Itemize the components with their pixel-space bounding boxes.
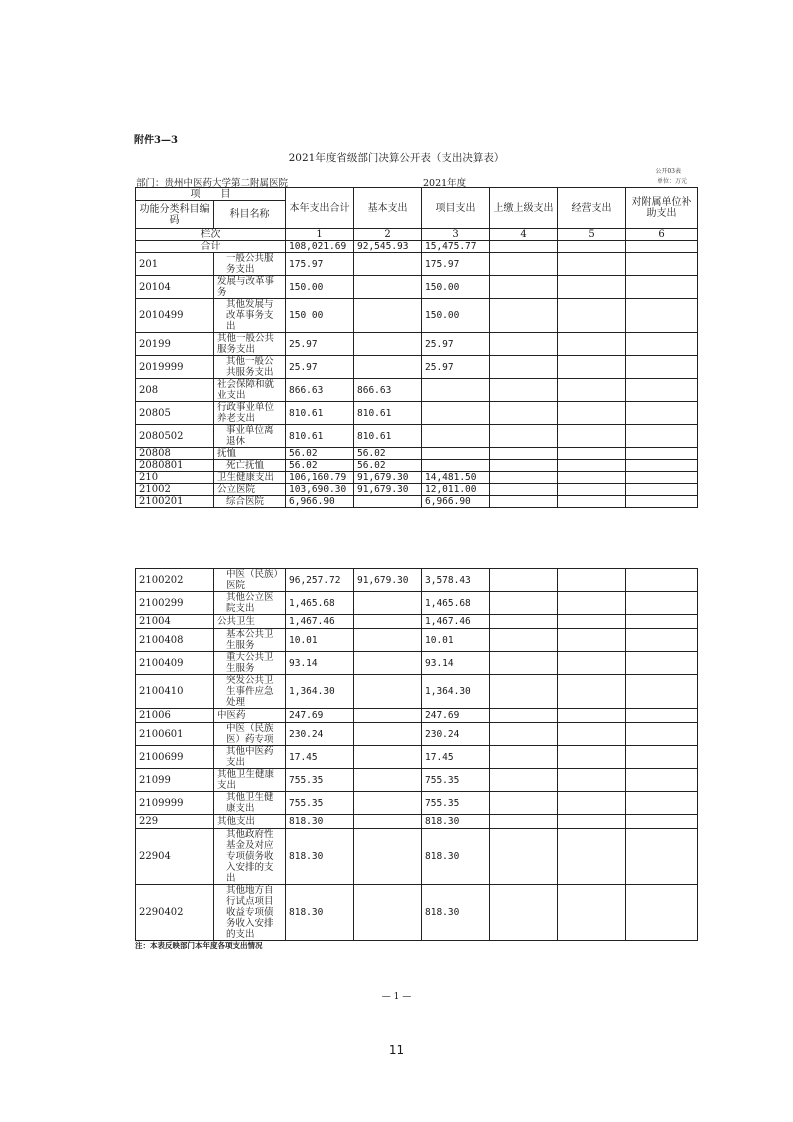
remit-expenditure xyxy=(490,333,558,356)
subject-name: 其他地方自行试点项目收益专项债务收入安排的支出 xyxy=(214,885,286,941)
subsidy-expenditure xyxy=(626,746,698,769)
basic-expenditure xyxy=(354,723,422,746)
subject-code: 2100299 xyxy=(136,592,214,615)
remit-expenditure xyxy=(490,253,558,276)
subsidy-expenditure xyxy=(626,484,698,496)
subsidy-expenditure xyxy=(626,496,698,508)
table-row xyxy=(136,356,698,379)
remit-expenditure xyxy=(490,402,558,425)
subsidy-expenditure xyxy=(626,379,698,402)
document-title: 2021年度省级部门决算公开表（支出决算表） xyxy=(288,152,505,164)
year-label: 2021年度 xyxy=(423,178,467,189)
table-row xyxy=(136,746,698,769)
unit-label: 单位：万元 xyxy=(656,178,687,185)
subject-code: 22904 xyxy=(136,829,214,885)
remit-expenditure xyxy=(490,829,558,885)
business-expenditure xyxy=(558,299,626,333)
subject-name: 行政事业单位养老支出 xyxy=(214,402,286,425)
total-value xyxy=(490,241,558,253)
total-expenditure: 150.00 xyxy=(286,276,354,299)
business-expenditure xyxy=(558,615,626,629)
basic-expenditure: 810.61 xyxy=(354,402,422,425)
total-expenditure: 1,467.46 xyxy=(286,615,354,629)
total-expenditure: 230.24 xyxy=(286,723,354,746)
business-expenditure xyxy=(558,885,626,941)
total-expenditure: 17.45 xyxy=(286,746,354,769)
subject-code: 229 xyxy=(136,815,214,829)
department-label: 部门：贵州中医药大学第二附属医院 xyxy=(136,178,289,189)
subject-code: 2100202 xyxy=(136,569,214,592)
project-expenditure xyxy=(422,379,490,402)
subsidy-expenditure xyxy=(626,769,698,792)
remit-expenditure xyxy=(490,592,558,615)
business-expenditure xyxy=(558,829,626,885)
subject-code: 20805 xyxy=(136,402,214,425)
remit-expenditure xyxy=(490,379,558,402)
table-row xyxy=(136,792,698,815)
table-row xyxy=(136,569,698,592)
project-expenditure: 25.97 xyxy=(422,333,490,356)
subject-code: 2080502 xyxy=(136,425,214,448)
project-expenditure: 25.97 xyxy=(422,356,490,379)
total-expenditure: 818.30 xyxy=(286,885,354,941)
subsidy-expenditure xyxy=(626,448,698,460)
total-value: 92,545.93 xyxy=(354,241,422,253)
subject-name: 中医（民族）医院 xyxy=(214,569,286,592)
basic-expenditure xyxy=(354,885,422,941)
business-expenditure xyxy=(558,356,626,379)
total-expenditure: 1,465.68 xyxy=(286,592,354,615)
total-value xyxy=(626,241,698,253)
subject-code: 210 xyxy=(136,472,214,484)
remit-expenditure xyxy=(490,629,558,652)
subject-code: 201 xyxy=(136,253,214,276)
basic-expenditure xyxy=(354,709,422,723)
total-expenditure: 818.30 xyxy=(286,815,354,829)
project-expenditure: 93.14 xyxy=(422,652,490,675)
remit-expenditure xyxy=(490,723,558,746)
project-expenditure: 175.97 xyxy=(422,253,490,276)
subsidy-expenditure xyxy=(626,472,698,484)
basic-expenditure xyxy=(354,652,422,675)
subject-name-header: 科目名称 xyxy=(214,201,286,229)
project-expenditure xyxy=(422,448,490,460)
item-header: 项 目 xyxy=(136,188,286,201)
business-expenditure xyxy=(558,746,626,769)
business-expenditure xyxy=(558,769,626,792)
subsidy-expenditure xyxy=(626,652,698,675)
table-row xyxy=(136,425,698,448)
subject-code: 2100410 xyxy=(136,675,214,709)
table-row xyxy=(136,484,698,496)
subject-name: 卫生健康支出 xyxy=(214,472,286,484)
subject-name: 综合医院 xyxy=(214,496,286,508)
col-header-subsidy: 对附属单位补助支出 xyxy=(626,188,698,229)
project-expenditure: 818.30 xyxy=(422,815,490,829)
remit-expenditure xyxy=(490,792,558,815)
subject-code: 2010499 xyxy=(136,299,214,333)
remit-expenditure xyxy=(490,356,558,379)
remit-expenditure xyxy=(490,615,558,629)
remit-expenditure xyxy=(490,769,558,792)
table-row xyxy=(136,448,698,460)
basic-expenditure xyxy=(354,829,422,885)
subsidy-expenditure xyxy=(626,885,698,941)
table-row xyxy=(136,615,698,629)
remit-expenditure xyxy=(490,276,558,299)
business-expenditure xyxy=(558,253,626,276)
business-expenditure xyxy=(558,723,626,746)
col-header-basic: 基本支出 xyxy=(354,188,422,229)
subsidy-expenditure xyxy=(626,592,698,615)
subject-code: 21006 xyxy=(136,709,214,723)
subject-code: 20199 xyxy=(136,333,214,356)
business-expenditure xyxy=(558,484,626,496)
subject-name: 其他卫生健康支出 xyxy=(214,792,286,815)
basic-expenditure: 866.63 xyxy=(354,379,422,402)
basic-expenditure xyxy=(354,276,422,299)
subject-name: 其他一般公共服务支出 xyxy=(214,356,286,379)
subject-name: 抚恤 xyxy=(214,448,286,460)
project-expenditure: 3,578.43 xyxy=(422,569,490,592)
project-expenditure: 10.01 xyxy=(422,629,490,652)
business-expenditure xyxy=(558,402,626,425)
col-index: 6 xyxy=(626,229,698,241)
business-expenditure xyxy=(558,276,626,299)
project-expenditure: 1,364.30 xyxy=(422,675,490,709)
table-row xyxy=(136,592,698,615)
table-row xyxy=(136,652,698,675)
project-expenditure xyxy=(422,460,490,472)
table-row xyxy=(136,885,698,941)
basic-expenditure: 56.02 xyxy=(354,448,422,460)
table-row xyxy=(136,769,698,792)
form-code: 公开03表 xyxy=(655,168,681,175)
table-row xyxy=(136,472,698,484)
business-expenditure xyxy=(558,460,626,472)
project-expenditure: 230.24 xyxy=(422,723,490,746)
basic-expenditure: 91,679.30 xyxy=(354,472,422,484)
table-note: 注：本表反映部门本年度各项支出情况 xyxy=(135,941,263,950)
subsidy-expenditure xyxy=(626,629,698,652)
subject-code: 20104 xyxy=(136,276,214,299)
business-expenditure xyxy=(558,709,626,723)
basic-expenditure xyxy=(354,769,422,792)
subject-name: 其他一般公共服务支出 xyxy=(214,333,286,356)
col-index: 3 xyxy=(422,229,490,241)
remit-expenditure xyxy=(490,885,558,941)
total-expenditure: 175.97 xyxy=(286,253,354,276)
table-row xyxy=(136,276,698,299)
basic-expenditure: 56.02 xyxy=(354,460,422,472)
project-expenditure: 17.45 xyxy=(422,746,490,769)
expenditure-table-part-2 xyxy=(135,568,698,941)
subject-code: 2080801 xyxy=(136,460,214,472)
table-row xyxy=(136,333,698,356)
remit-expenditure xyxy=(490,496,558,508)
total-label: 合计 xyxy=(136,241,286,253)
subsidy-expenditure xyxy=(626,253,698,276)
subject-code: 2100601 xyxy=(136,723,214,746)
subsidy-expenditure xyxy=(626,815,698,829)
remit-expenditure xyxy=(490,299,558,333)
subsidy-expenditure xyxy=(626,675,698,709)
total-expenditure: 93.14 xyxy=(286,652,354,675)
basic-expenditure xyxy=(354,299,422,333)
col-index: 5 xyxy=(558,229,626,241)
business-expenditure xyxy=(558,425,626,448)
col-index-label: 栏次 xyxy=(136,229,286,241)
subsidy-expenditure xyxy=(626,402,698,425)
project-expenditure: 150.00 xyxy=(422,299,490,333)
basic-expenditure xyxy=(354,592,422,615)
col-header-business: 经营支出 xyxy=(558,188,626,229)
total-expenditure: 1,364.30 xyxy=(286,675,354,709)
basic-expenditure xyxy=(354,792,422,815)
subject-code: 21004 xyxy=(136,615,214,629)
total-expenditure: 150 00 xyxy=(286,299,354,333)
remit-expenditure xyxy=(490,709,558,723)
table-row xyxy=(136,629,698,652)
subject-name: 死亡抚恤 xyxy=(214,460,286,472)
subsidy-expenditure xyxy=(626,460,698,472)
project-expenditure: 6,966.90 xyxy=(422,496,490,508)
subsidy-expenditure xyxy=(626,299,698,333)
business-expenditure xyxy=(558,815,626,829)
remit-expenditure xyxy=(490,569,558,592)
col-header-project: 项目支出 xyxy=(422,188,490,229)
table-row xyxy=(136,299,698,333)
basic-expenditure xyxy=(354,253,422,276)
attachment-label: 附件3—3 xyxy=(134,135,178,146)
expenditure-table-part-1 xyxy=(135,187,698,508)
subsidy-expenditure xyxy=(626,333,698,356)
total-expenditure: 10.01 xyxy=(286,629,354,652)
total-expenditure: 818.30 xyxy=(286,829,354,885)
subject-code: 21099 xyxy=(136,769,214,792)
subject-name: 其他公立医院支出 xyxy=(214,592,286,615)
table-row xyxy=(136,460,698,472)
remit-expenditure xyxy=(490,472,558,484)
project-expenditure: 247.69 xyxy=(422,709,490,723)
total-expenditure: 755.35 xyxy=(286,792,354,815)
subsidy-expenditure xyxy=(626,709,698,723)
subject-name: 公立医院 xyxy=(214,484,286,496)
basic-expenditure xyxy=(354,356,422,379)
business-expenditure xyxy=(558,379,626,402)
table-row xyxy=(136,402,698,425)
subsidy-expenditure xyxy=(626,276,698,299)
table-row xyxy=(136,379,698,402)
business-expenditure xyxy=(558,333,626,356)
table-row xyxy=(136,723,698,746)
remit-expenditure xyxy=(490,460,558,472)
func-code-header: 功能分类科目编码 xyxy=(136,201,214,229)
subject-name: 社会保障和就业支出 xyxy=(214,379,286,402)
total-expenditure: 6,966.90 xyxy=(286,496,354,508)
subject-name: 基本公共卫生服务 xyxy=(214,629,286,652)
subject-name: 事业单位离退休 xyxy=(214,425,286,448)
business-expenditure xyxy=(558,592,626,615)
total-expenditure: 25.97 xyxy=(286,333,354,356)
project-expenditure: 150.00 xyxy=(422,276,490,299)
page-number: 11 xyxy=(388,1043,405,1057)
project-expenditure: 1,467.46 xyxy=(422,615,490,629)
basic-expenditure xyxy=(354,815,422,829)
total-expenditure: 866.63 xyxy=(286,379,354,402)
project-expenditure xyxy=(422,402,490,425)
business-expenditure xyxy=(558,569,626,592)
basic-expenditure xyxy=(354,615,422,629)
col-index: 1 xyxy=(286,229,354,241)
basic-expenditure: 810.61 xyxy=(354,425,422,448)
remit-expenditure xyxy=(490,815,558,829)
subject-code: 2100699 xyxy=(136,746,214,769)
business-expenditure xyxy=(558,448,626,460)
subject-name: 中医药 xyxy=(214,709,286,723)
subsidy-expenditure xyxy=(626,615,698,629)
total-value: 108,021.69 xyxy=(286,241,354,253)
total-expenditure: 810.61 xyxy=(286,425,354,448)
table-row xyxy=(136,829,698,885)
table-row xyxy=(136,496,698,508)
subject-name: 其他卫生健康支出 xyxy=(214,769,286,792)
subject-name: 其他发展与改革事务支出 xyxy=(214,299,286,333)
total-expenditure: 755.35 xyxy=(286,769,354,792)
total-expenditure: 56.02 xyxy=(286,460,354,472)
business-expenditure xyxy=(558,675,626,709)
project-expenditure: 1,465.68 xyxy=(422,592,490,615)
table-row xyxy=(136,709,698,723)
business-expenditure xyxy=(558,496,626,508)
business-expenditure xyxy=(558,472,626,484)
subject-name: 其他政府性基金及对应专项债务收入安排的支出 xyxy=(214,829,286,885)
subject-name: 一般公共服务支出 xyxy=(214,253,286,276)
total-expenditure: 106,160.79 xyxy=(286,472,354,484)
total-value: 15,475.77 xyxy=(422,241,490,253)
subsidy-expenditure xyxy=(626,829,698,885)
remit-expenditure xyxy=(490,484,558,496)
project-expenditure: 12,011.00 xyxy=(422,484,490,496)
subject-code: 21002 xyxy=(136,484,214,496)
subject-name: 重大公共卫生服务 xyxy=(214,652,286,675)
basic-expenditure xyxy=(354,675,422,709)
subject-code: 2100408 xyxy=(136,629,214,652)
project-expenditure: 755.35 xyxy=(422,792,490,815)
total-value xyxy=(558,241,626,253)
subject-code: 2100201 xyxy=(136,496,214,508)
project-expenditure xyxy=(422,425,490,448)
business-expenditure xyxy=(558,629,626,652)
subject-code: 2100409 xyxy=(136,652,214,675)
subsidy-expenditure xyxy=(626,569,698,592)
page-dash: — 1 — xyxy=(381,992,412,1002)
subject-name: 其他中医药支出 xyxy=(214,746,286,769)
total-expenditure: 96,257.72 xyxy=(286,569,354,592)
col-index: 2 xyxy=(354,229,422,241)
subject-code: 2109999 xyxy=(136,792,214,815)
basic-expenditure xyxy=(354,629,422,652)
project-expenditure: 755.35 xyxy=(422,769,490,792)
col-header-remit: 上缴上级支出 xyxy=(490,188,558,229)
subject-code: 20808 xyxy=(136,448,214,460)
subject-name: 发展与改革事务 xyxy=(214,276,286,299)
remit-expenditure xyxy=(490,448,558,460)
total-expenditure: 247.69 xyxy=(286,709,354,723)
subsidy-expenditure xyxy=(626,356,698,379)
subject-code: 2290402 xyxy=(136,885,214,941)
business-expenditure xyxy=(558,792,626,815)
basic-expenditure xyxy=(354,333,422,356)
subject-code: 208 xyxy=(136,379,214,402)
project-expenditure: 818.30 xyxy=(422,885,490,941)
total-expenditure: 810.61 xyxy=(286,402,354,425)
total-expenditure: 25.97 xyxy=(286,356,354,379)
basic-expenditure: 91,679.30 xyxy=(354,569,422,592)
subject-name: 其他支出 xyxy=(214,815,286,829)
subject-code: 2019999 xyxy=(136,356,214,379)
subsidy-expenditure xyxy=(626,792,698,815)
project-expenditure: 14,481.50 xyxy=(422,472,490,484)
table-row xyxy=(136,815,698,829)
business-expenditure xyxy=(558,652,626,675)
subject-name: 中医（民族医）药专项 xyxy=(214,723,286,746)
basic-expenditure xyxy=(354,496,422,508)
col-index: 4 xyxy=(490,229,558,241)
total-expenditure: 103,690.30 xyxy=(286,484,354,496)
total-expenditure: 56.02 xyxy=(286,448,354,460)
table-row xyxy=(136,675,698,709)
remit-expenditure xyxy=(490,425,558,448)
project-expenditure: 818.30 xyxy=(422,829,490,885)
remit-expenditure xyxy=(490,675,558,709)
remit-expenditure xyxy=(490,652,558,675)
subsidy-expenditure xyxy=(626,425,698,448)
subsidy-expenditure xyxy=(626,723,698,746)
subject-name: 公共卫生 xyxy=(214,615,286,629)
remit-expenditure xyxy=(490,746,558,769)
subject-name: 突发公共卫生事件应急处理 xyxy=(214,675,286,709)
basic-expenditure xyxy=(354,746,422,769)
col-header-total: 本年支出合计 xyxy=(286,188,354,229)
table-row xyxy=(136,253,698,276)
basic-expenditure: 91,679.30 xyxy=(354,484,422,496)
